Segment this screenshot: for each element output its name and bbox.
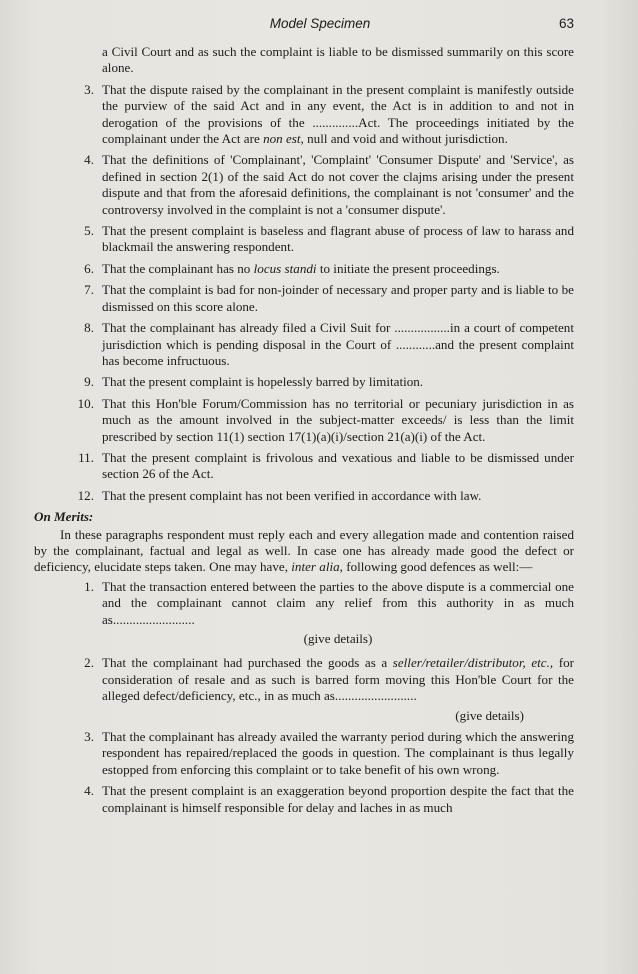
item-text: That the complainant has already availed the warranty period during which the answering respondent has repaired/replaced the goods in question. The complainant is thus legally estopped from enforcing this complaint or to take benefit of his own wrong. <box>102 729 574 777</box>
item-text: That the present complaint is an exaggeration beyond proportion despite the fact that the complainant is himself responsible for delay and laches in as much <box>102 783 574 815</box>
header-title: Model Specimen <box>269 16 371 31</box>
item-text: That the present complaint is baseless and flagrant abuse of process of law to harass and blackmail the answering respondent. <box>102 223 574 255</box>
item-number: 12. <box>77 487 94 503</box>
inter-alia: inter alia, <box>291 559 343 575</box>
list-item <box>34 729 574 778</box>
item-number: 8. <box>84 320 94 336</box>
list-item <box>34 261 574 277</box>
running-header <box>60 16 580 38</box>
list-item <box>34 374 574 390</box>
list-item <box>34 783 574 816</box>
list-item <box>34 488 574 504</box>
item-text: That the definitions of 'Complainant', 'Complaint' 'Consumer Dispute' and 'Service', as defined in section 2(1) of the said Act do not cover the clajms arising under the present dispute and that from the aforesaid definitions, the complainant is not 'consumer' and the controversy involved in the complaint is not a 'consumer dispute'. <box>102 152 574 217</box>
give-details-note: (give details) <box>303 631 373 646</box>
item-number: 3. <box>84 729 94 745</box>
item-text: That this Hon'ble Forum/Commission has no territorial or pecuniary jurisdiction in as much as the amount involved in the subject-matter exceeds/ is less than the limit prescribed by section 11(1) section 17(1)(a)(i)/section 21(a)(i) of the Act. <box>102 395 574 444</box>
item-number: 7. <box>84 282 94 298</box>
merits-paragraph: In these paragraphs respondent must reply each and every allegation made and contention raised by the complainant, factual and legal as well. In case one has already made good the defect or deficiency, elucidate steps taken. One may have, inter alia, following good defences as well:— <box>34 526 574 575</box>
item-number: 9. <box>84 374 94 390</box>
item-text: That the complaint is bad for non-joinder of necessary and proper party and is liable to be dismissed on this score alone. <box>102 282 574 314</box>
item-number: 3. <box>84 81 94 97</box>
item-number: 6. <box>84 260 94 276</box>
list-item <box>34 82 574 148</box>
item-number: 4. <box>84 783 94 799</box>
item-text: That the present complaint is frivolous and vexatious and liable to be dismissed under section 26 of the Act. <box>102 449 574 482</box>
item-text: That the complainant had purchased the goods as a seller/retailer/distributor, etc., for consideration of resale and as such is barred form moving this Hon'ble Court for the alleged defect/deficiency, etc., in as much as......................... <box>102 655 574 704</box>
item-number: 4. <box>84 152 94 168</box>
item-number: 11. <box>78 449 94 465</box>
list-item <box>34 450 574 483</box>
item-text: That the complainant has no locus standi to initiate the present proceedings. <box>102 260 500 276</box>
body-text <box>34 44 574 821</box>
give-details-note: (give details) <box>455 707 524 723</box>
item-number: 10. <box>77 395 94 411</box>
item-text: That the transaction entered between the parties to the above dispute is a commercial one and the complainant cannot claim any relief from this authority in as much as......................... <box>102 578 574 627</box>
item-number: 1. <box>84 578 94 594</box>
list-item <box>34 44 574 77</box>
item-text: That the present complaint has not been verified in accordance with law. <box>102 487 482 503</box>
intro-continuation: a Civil Court and as such the complaint is liable to be dismissed summarily on this score alone. <box>102 44 574 76</box>
list-item <box>34 223 574 256</box>
item-number: 5. <box>84 223 94 239</box>
list-item <box>34 579 574 651</box>
list-item <box>34 282 574 315</box>
item-text: That the complainant has already filed a Civil Suit for .................in a court of competent jurisdiction which is pending disposal in the Court of ............and the present complaint has become infructuous. <box>102 320 574 368</box>
section-heading: On Merits: <box>34 509 94 525</box>
list-item <box>34 396 574 445</box>
list-item <box>34 655 574 724</box>
list-item <box>34 152 574 218</box>
item-text: That the present complaint is hopelessly barred by limitation. <box>102 374 424 390</box>
item-number: 2. <box>84 655 94 671</box>
page-number: 63 <box>558 16 574 31</box>
item-text: That the dispute raised by the complainant in the present complaint is manifestly outside the purview of the said Act and in any event, the Act is in addition to and not in derogation of the provisions of the ..............Act. The proceedings initiated by the complainant under the Act are non est, null and void and without jurisdiction. <box>102 81 574 147</box>
list-item <box>34 320 574 369</box>
